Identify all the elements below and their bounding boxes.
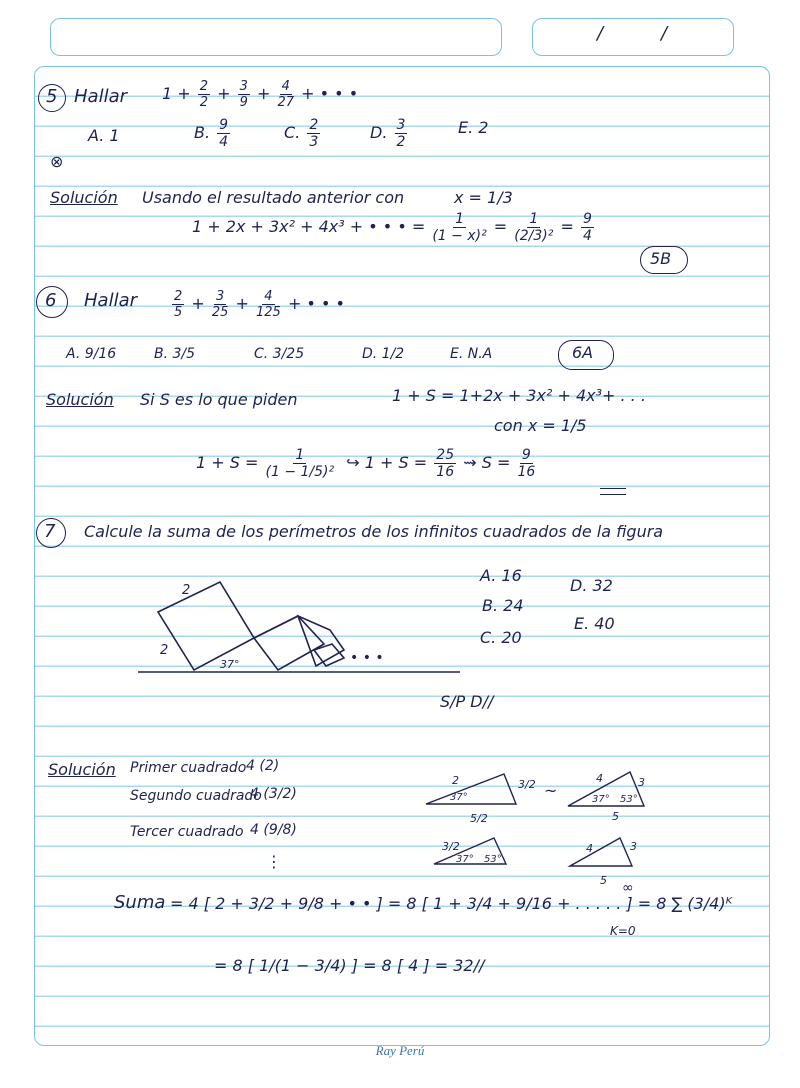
triangle-label: 3/2 — [442, 840, 460, 853]
triangle-label: 53° — [620, 794, 638, 805]
answer: 5B — [650, 249, 672, 268]
diagonal-line — [254, 616, 298, 638]
similar-sign: ~ — [544, 781, 558, 800]
side-label: 2 — [182, 583, 191, 598]
triangle-label: 3/2 — [518, 778, 536, 791]
problem-statement: Calcule la suma de los perímetros de los infinitos cuadrados de la figura — [84, 522, 664, 541]
series: 1 + $\frac{2}{2}$ + $\frac{3}{9}$ + $\frac{4}{27}$ + • • • — [162, 79, 359, 110]
crossed-mark: ⊗ — [50, 152, 64, 171]
solution-equation: 1 + S = 1+2x + 3x² + 4x³+ . . . — [392, 386, 646, 405]
option: B. $\frac{9}{4}$ — [194, 117, 229, 150]
row-value: 4 (2) — [246, 758, 280, 774]
solution-text: Si S es lo que piden — [140, 390, 298, 409]
option: E. 2 — [458, 118, 489, 137]
suma-line: = 4 [ 2 + 3/2 + 9/8 + • • ] = 8 [ 1 + 3/4 + 9/16 + . . . . . ] = 8 ∑ (3/4)ᴷ — [170, 894, 733, 913]
triangle-1 — [426, 774, 516, 804]
final-line: = 8 [ 1/(1 − 3/4) ] = 8 [ 4 ] = 32// — [214, 956, 485, 975]
answer: 6A — [572, 343, 594, 362]
triangle-label: 53° — [484, 854, 502, 865]
triangle-label: 4 — [586, 842, 593, 855]
header-mark: / — [597, 23, 604, 44]
triangle-4 — [570, 838, 632, 866]
double-underline — [600, 494, 626, 495]
row-value: 4 (3/2) — [250, 786, 297, 802]
option: C. 20 — [480, 628, 522, 647]
option: A. 16 — [480, 566, 522, 585]
triangle-label: 37° — [592, 794, 610, 805]
similar-triangles — [420, 766, 680, 886]
answer: S/P D// — [440, 692, 494, 711]
option: B. 24 — [482, 596, 524, 615]
option: D. 32 — [570, 576, 613, 595]
x-value: x = 1/3 — [454, 188, 513, 207]
double-underline — [600, 488, 626, 489]
option: B. 3/5 — [154, 346, 196, 362]
solution-text: Usando el resultado anterior con — [142, 188, 405, 207]
problem-number: 6 — [45, 290, 57, 311]
squares-figure — [134, 566, 474, 696]
header-box-left — [50, 18, 502, 56]
triangle-label: 5 — [600, 874, 607, 886]
sum-limit-bottom: K=0 — [610, 924, 636, 938]
angle-label: 37° — [220, 658, 240, 671]
solution-label: Solución — [46, 390, 114, 409]
vertical-dots: ⋮ — [266, 852, 282, 871]
footer-credit: Ray Perú — [375, 1043, 425, 1058]
header-box-right — [532, 18, 734, 56]
substitution: con x = 1/5 — [494, 416, 587, 435]
triangle-label: 3 — [638, 776, 645, 789]
row-label: Primer cuadrado — [130, 760, 247, 776]
header-mark: / — [661, 23, 668, 44]
suma-label: Suma — [114, 892, 166, 913]
option: E. 40 — [574, 614, 615, 633]
option: D. $\frac{3}{2}$ — [370, 117, 406, 150]
row-label: Segundo cuadrado — [130, 788, 262, 804]
series: $\frac{2}{5}$ + $\frac{3}{25}$ + $\frac{4}{125}$ + • • • — [174, 289, 345, 320]
side-label: 2 — [160, 643, 169, 658]
triangle-label: 5/2 — [470, 812, 488, 825]
triangle-label: 37° — [450, 792, 468, 803]
problem-title: Hallar — [74, 86, 127, 107]
option: C. $\frac{2}{3}$ — [284, 117, 319, 150]
sum-limit-top: ∞ — [622, 880, 634, 896]
problem-number: 7 — [44, 521, 56, 542]
problem-title: Hallar — [84, 290, 137, 311]
row-label: Tercer cuadrado — [130, 824, 244, 840]
triangle-label: 5 — [612, 810, 619, 823]
triangle-label: 4 — [596, 772, 603, 785]
problem-number: 5 — [46, 86, 58, 107]
square-1 — [158, 582, 254, 670]
triangle-label: 37° — [456, 854, 474, 865]
row-value: 4 (9/8) — [250, 822, 297, 838]
square-2 — [254, 616, 324, 670]
option: A. 1 — [88, 126, 120, 145]
solution-equation: 1 + 2x + 3x² + 4x³ + • • • = $\frac{1}{\text{(1 − x)²}}$ = $\frac{1}{\text{(2/3)²}}$ = $\frac{9}{4}$ — [192, 211, 592, 244]
triangle-label: 3 — [630, 840, 637, 853]
result-line: 1 + S = $\frac{1}{\text{(1 − 1/5)²}}$ ↪ 1 + S = $\frac{25}{16}$ ⇝ S = $\frac{9}{16}$ — [196, 447, 536, 480]
option: C. 3/25 — [254, 346, 305, 362]
solution-label: Solución — [48, 760, 116, 779]
solution-label: Solución — [50, 188, 118, 207]
option: A. 9/16 — [66, 346, 117, 362]
option: E. N.A — [450, 346, 493, 362]
continuation-dots: • • • — [350, 650, 384, 666]
option: D. 1/2 — [362, 346, 405, 362]
triangle-label: 2 — [452, 774, 459, 787]
